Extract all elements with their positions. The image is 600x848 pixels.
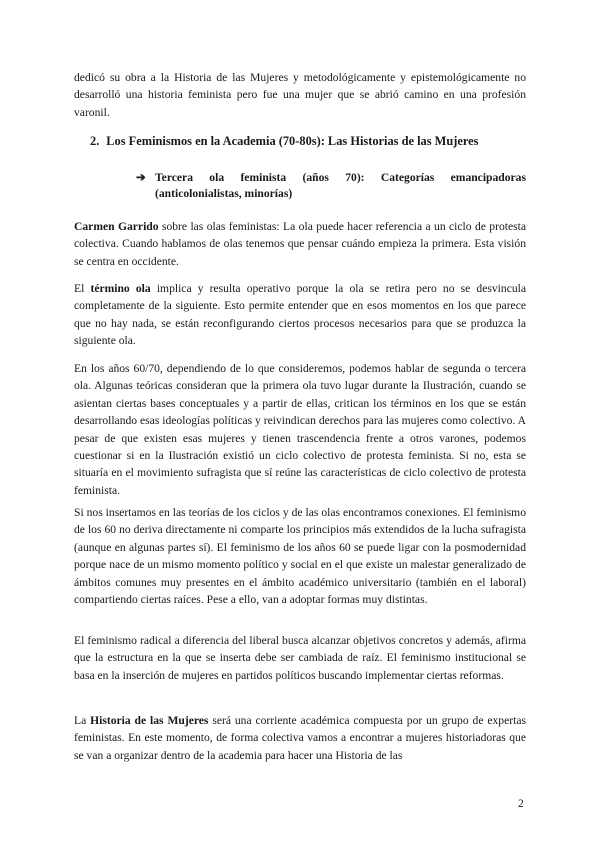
arrow-icon: ➔ [136,171,146,184]
paragraph-anos-60-70: En los años 60/70, dependiendo de lo que consideremos, podemos hablar de segunda o tercera ola. Algunas teóricas consideran que la primera ola tuvo lugar durante la Ilustración, cuando se asientan ciertas bases conceptuales y a partir de ellas, critican los términos en los que se están desarrollando esas ideologías políticas y reivindican derechos para las mujeres como colectivo. A pesar de que existen esas mujeres y tienen trascendencia frente a otros varones, podemos cuestionar si en la Ilustración existió un ciclo colectivo de protesta feminista. Si no, esta se situaría en el movimiento sufragista que sí reúne las características de ciclo colectivo de protesta feminista. [74,362,526,497]
author-name: Carmen Garrido [74,220,159,233]
section-title: Los Feminismos en la Academia (70-80s): Las Historias de las Mujeres [106,134,479,148]
paragraph-historia-mujeres: La Historia de las Mujeres será una corriente académica compuesta por un grupo de expertas feministas. En este momento, de forma colectiva vamos a encontrar a mujeres historiadoras que se van a organizar dentro de la academia para hacer una Historia de las [74,714,526,762]
paragraph-olas: Carmen Garrido sobre las olas feministas: La ola puede hacer referencia a un ciclo de protesta colectiva. Cuando hablamos de olas tenemos que pensar cuándo empieza la primera. Esta visión se centra en occidente. [74,220,526,268]
paragraph-ciclos: Si nos insertamos en las teorías de los ciclos y de las olas encontramos conexiones. El feminismo de los 60 no deriva directamente ni comparte los principios más extendidos de la lucha sufragista (aunque en algunas partes sí). El feminismo de los años 60 se puede ligar con la posmodernidad porque nace de un mismo momento político y social en el que existe un malestar generalizado de ámbitos comunes muy presentes en el ámbito académico universitario (también en el laboral) compartiendo ciertas raíces. Pese a ello, van a adoptar formas muy distintas. [74,506,526,607]
subsection-heading [136,170,526,202]
continuation-paragraph: dedicó su obra a la Historia de las Mujeres y metodológicamente y epistemológicamente no desarrolló una historia feminista pero fue una mujer que se abrió camino en una profesión varonil. [74,71,526,119]
paragraph-feminismo-radical: El feminismo radical a diferencia del liberal busca alcanzar objetivos concretos y además, afirma que la estructura en la que se inserta debe ser cambiada de raíz. El feminismo institucional se basa en la inserción de mujeres en partidos políticos buscando implementar ciertas reformas. [74,634,526,682]
subsection-title: Tercera ola feminista (años 70): Categorías emancipadoras (anticolonialistas, minorías) [155,171,526,200]
page-number: 2 [518,797,524,810]
term-highlight: término ola [90,282,151,295]
paragraph-termino-ola: El término ola implica y resulta operativo porque la ola se retira pero no se desvincula completamente de la siguiente. Esto permite entender que en esos momentos en los que parece que no hay nada, se están reconfigurando ciertos procesos necesarios para que se produzca la siguiente ola. [74,282,527,348]
section-heading [90,134,478,149]
term-highlight: Historia de las Mujeres [90,714,209,727]
section-number: 2. [90,134,100,148]
